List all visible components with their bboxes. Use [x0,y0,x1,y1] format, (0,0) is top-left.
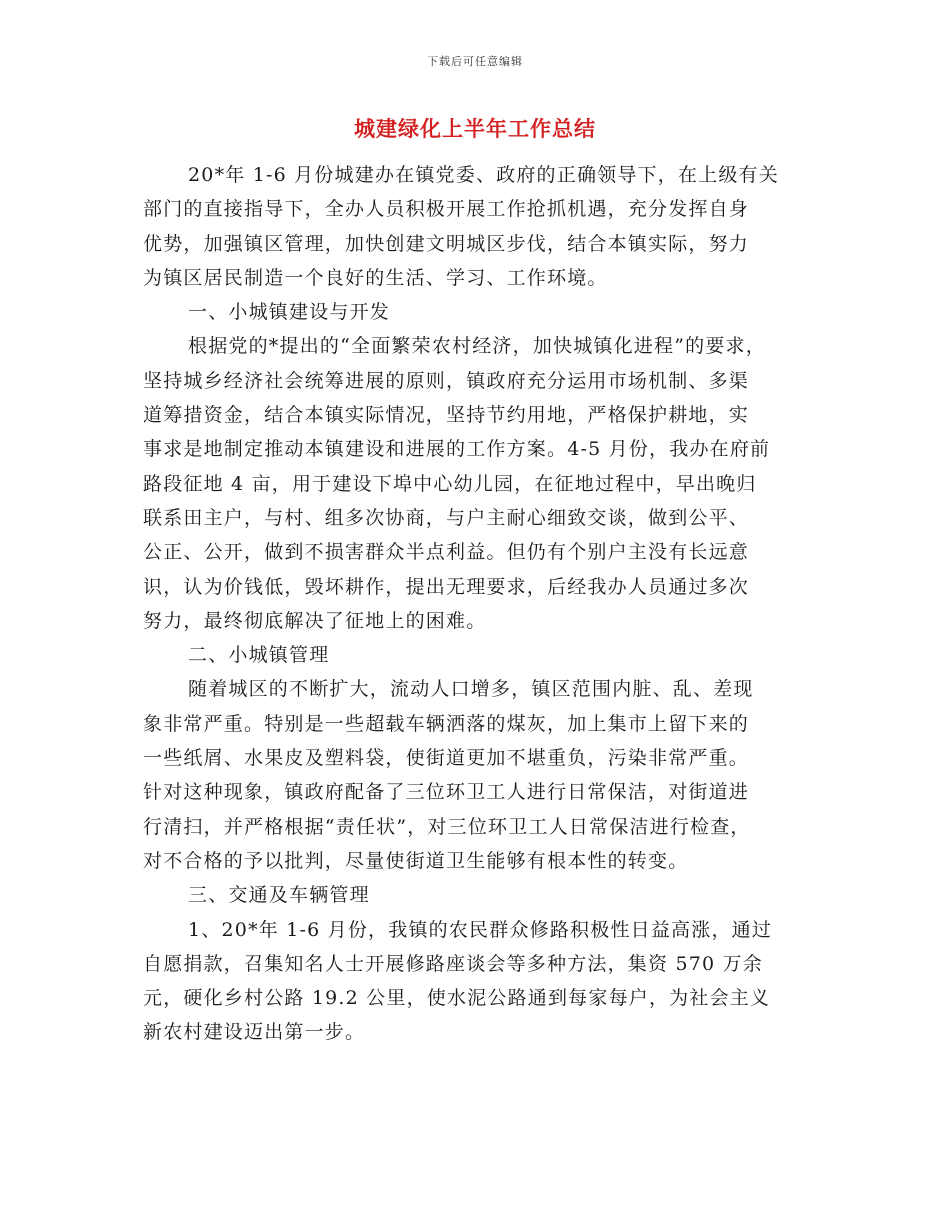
text-line: 对不合格的予以批判，尽量使街道卫生能够有根本性的转变。 [143,849,689,872]
text-line: 坚持城乡经济社会统筹进展的原则，镇政府充分运用市场机制、多渠 [143,369,750,392]
text-line: 新农村建设迈出第一步。 [143,1021,366,1044]
text-line: 自愿捐款，召集知名人士开展修路座谈会等多种方法，集资 570 万余 [143,952,763,975]
document-title: 城建绿化上半年工作总结 [354,117,596,141]
text-line: 针对这种现象，镇政府配备了三位环卫工人进行日常保洁，对街道进 [143,781,750,804]
text-line: 联系田主户，与村、组多次协商，与户主耐心细致交谈，做到公平、 [143,506,750,529]
text-line: 部门的直接指导下，全办人员积极开展工作抢抓机遇，充分发挥自身 [143,198,750,221]
text-line: 路段征地 4 亩，用于建设下埠中心幼儿园，在征地过程中，早出晚归 [143,472,757,495]
text-line: 根据党的*提出的“全面繁荣农村经济，加快城镇化进程”的要求， [188,335,766,358]
text-line: 公正、公开，做到不损害群众半点利益。但仍有个别户主没有长远意 [143,541,750,564]
text-line: 优势，加强镇区管理，加快创建文明城区步伐，结合本镇实际，努力 [143,232,750,255]
text-line: 随着城区的不断扩大，流动人口增多，镇区范围内脏、乱、差现 [188,678,754,701]
document-body [143,158,823,1050]
text-line: 20*年 1-6 月份城建办在镇党委、政府的正确领导下，在上级有关 [188,164,779,186]
text-line: 道筹措资金，结合本镇实际情况，坚持节约用地，严格保护耕地，实 [143,404,750,427]
text-line: 元，硬化乡村公路 19.2 公里，使水泥公路通到每家每户，为社会主义 [143,987,771,1010]
text-line: 一些纸屑、水果皮及塑料袋，使街道更加不堪重负，污染非常严重。 [143,747,750,770]
text-line: 识，认为价钱低，毁坏耕作，提出无理要求，后经我办人员通过多次 [143,575,750,598]
text-line: 行清扫，并严格根据“责任状”，对三位环卫工人日常保洁进行检查， [143,815,751,838]
text-line: 事求是地制定推动本镇建设和进展的工作方案。4-5 月份，我办在府前 [143,438,771,461]
text-line: 努力，最终彻底解决了征地上的困难。 [143,609,487,632]
text-line: 象非常严重。特别是一些超载车辆洒落的煤灰，加上集市上留下来的 [143,712,750,735]
text-line: 1、20*年 1-6 月份，我镇的农民群众修路积极性日益高涨，通过 [188,918,773,941]
text-line: 为镇区居民制造一个良好的生活、学习、工作环境。 [143,266,608,289]
page-header-note: 下载后可任意编辑 [427,55,523,68]
text-line: 二、小城镇管理 [188,644,330,667]
text-line: 一、小城镇建设与开发 [188,301,391,324]
text-line: 三、交通及车辆管理 [188,884,370,907]
